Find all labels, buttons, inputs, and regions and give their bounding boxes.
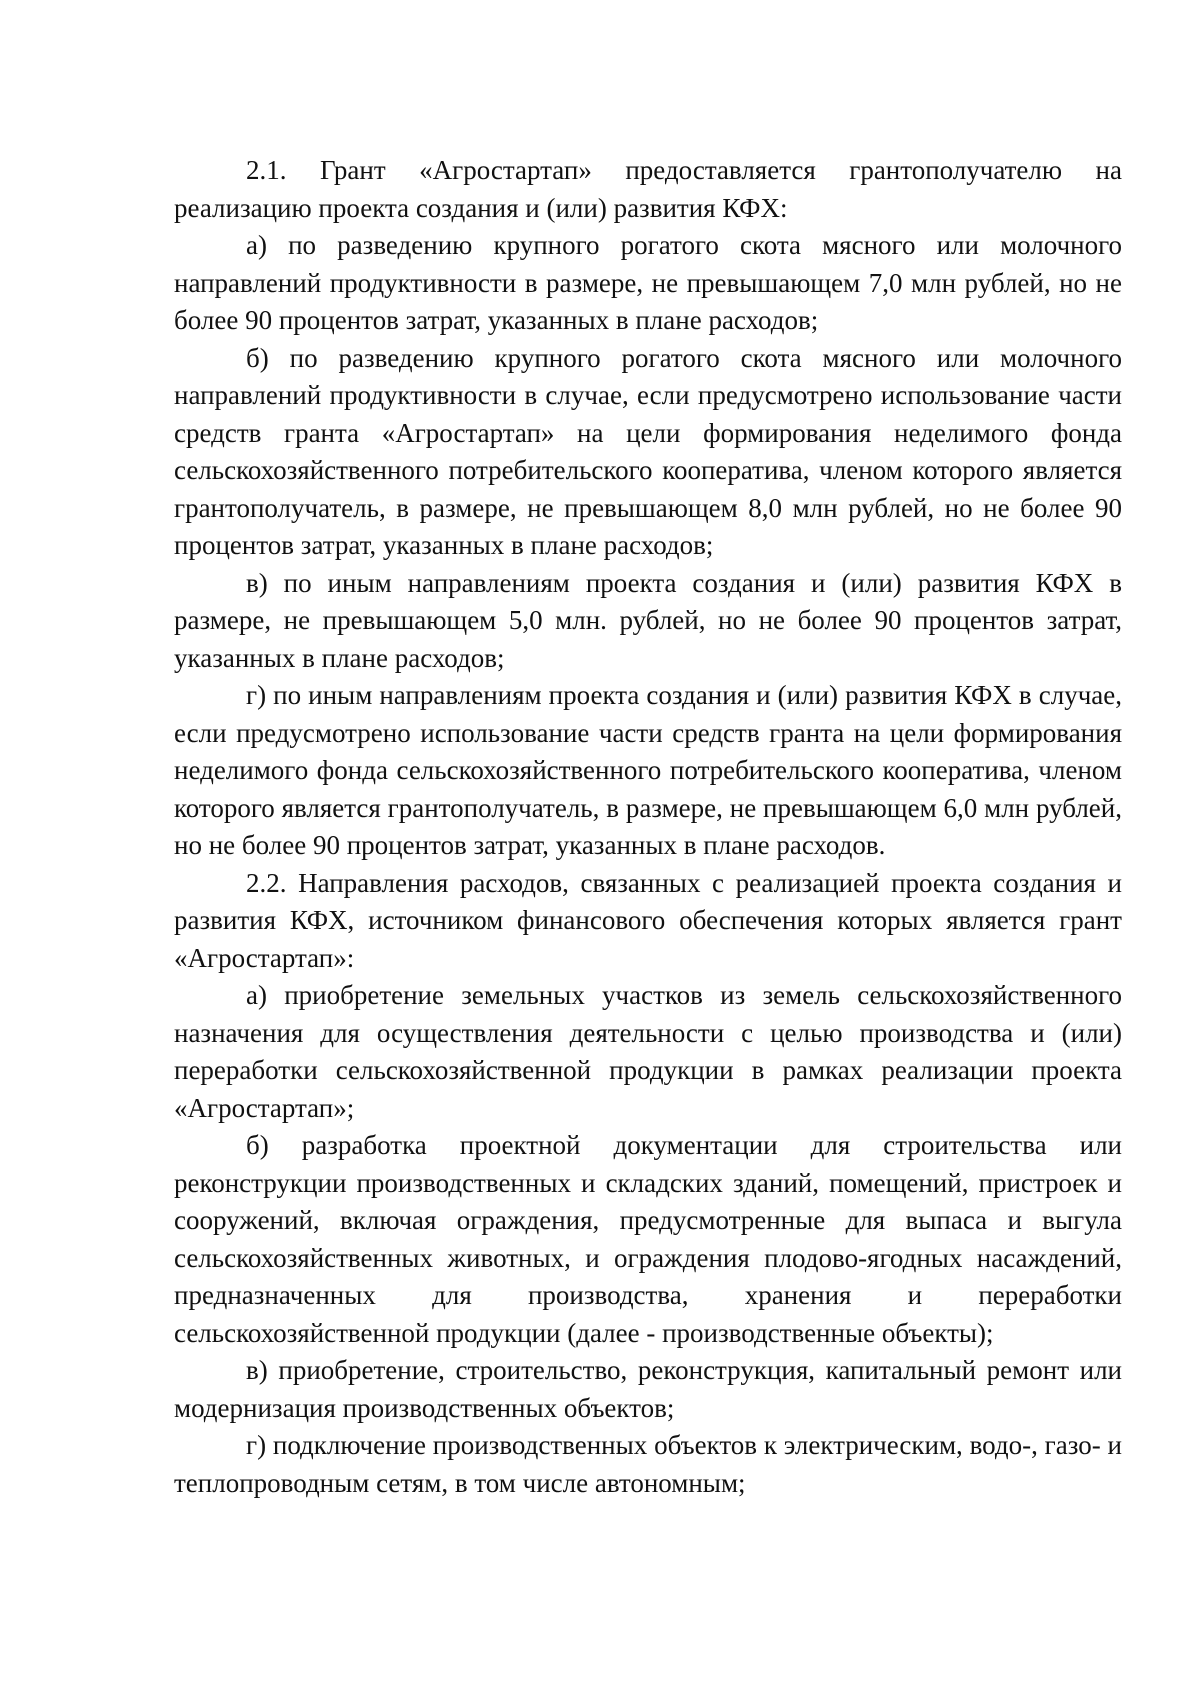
- paragraph-2-1-b: б) по разведению крупного рогатого скота мясного или молочного направлений продуктивности в случае, если предусмотрено использование части средств гранта «Агростартап» на цели формирования неделимого фонда сельскохозяйственного потребительского кооператива, членом которого является грантополучатель, в размере, не превышающем 8,0 млн рублей, но не более 90 процентов затрат, указанных в плане расходов;: [174, 342, 1122, 560]
- document-page: [174, 152, 1122, 1502]
- paragraph-2-2-v: в) приобретение, строительство, реконструкция, капитальный ремонт или модернизация производственных объектов;: [174, 1355, 1122, 1423]
- paragraph-2-1: 2.1. Грант «Агростартап» предоставляется грантополучателю на реализацию проекта создания и (или) развития КФХ:: [174, 155, 1122, 223]
- paragraph-2-1-v: в) по иным направлениям проекта создания и (или) развития КФХ в размере, не превышающем 5,0 млн. рублей, но не более 90 процентов затрат, указанных в плане расходов;: [174, 567, 1122, 673]
- paragraph-2-1-g: г) по иным направлениям проекта создания и (или) развития КФХ в случае, если предусмотрено использование части средств гранта на цели формирования неделимого фонда сельскохозяйственного потребительского кооператива, членом которого является грантополучатель, в размере, не превышающем 6,0 млн рублей, но не более 90 процентов затрат, указанных в плане расходов.: [174, 680, 1122, 860]
- paragraph-2-2-g: г) подключение производственных объектов к электрическим, водо-, газо- и теплопроводным сетям, в том числе автономным;: [174, 1430, 1122, 1498]
- paragraph-2-1-a: а) по разведению крупного рогатого скота мясного или молочного направлений продуктивности в размере, не превышающем 7,0 млн рублей, но не более 90 процентов затрат, указанных в плане расходов;: [174, 230, 1122, 335]
- paragraph-2-2-b: б) разработка проектной документации для строительства или реконструкции производственных и складских зданий, помещений, пристроек и сооружений, включая ограждения, предусмотренные для выпаса и выгула сельскохозяйственных животных, и ограждения плодово-ягодных насаждений, предназначенных для производства, хранения и переработки сельскохозяйственной продукции (далее - производственные объекты);: [174, 1130, 1122, 1348]
- paragraph-2-2: 2.2. Направления расходов, связанных с реализацией проекта создания и развития КФХ, источником финансового обеспечения которых является грант «Агростартап»:: [174, 867, 1122, 973]
- paragraph-2-2-a: а) приобретение земельных участков из земель сельскохозяйственного назначения для осуществления деятельности с целью производства и (или) переработки сельскохозяйственной продукции в рамках реализации проекта «Агростартап»;: [174, 980, 1122, 1123]
